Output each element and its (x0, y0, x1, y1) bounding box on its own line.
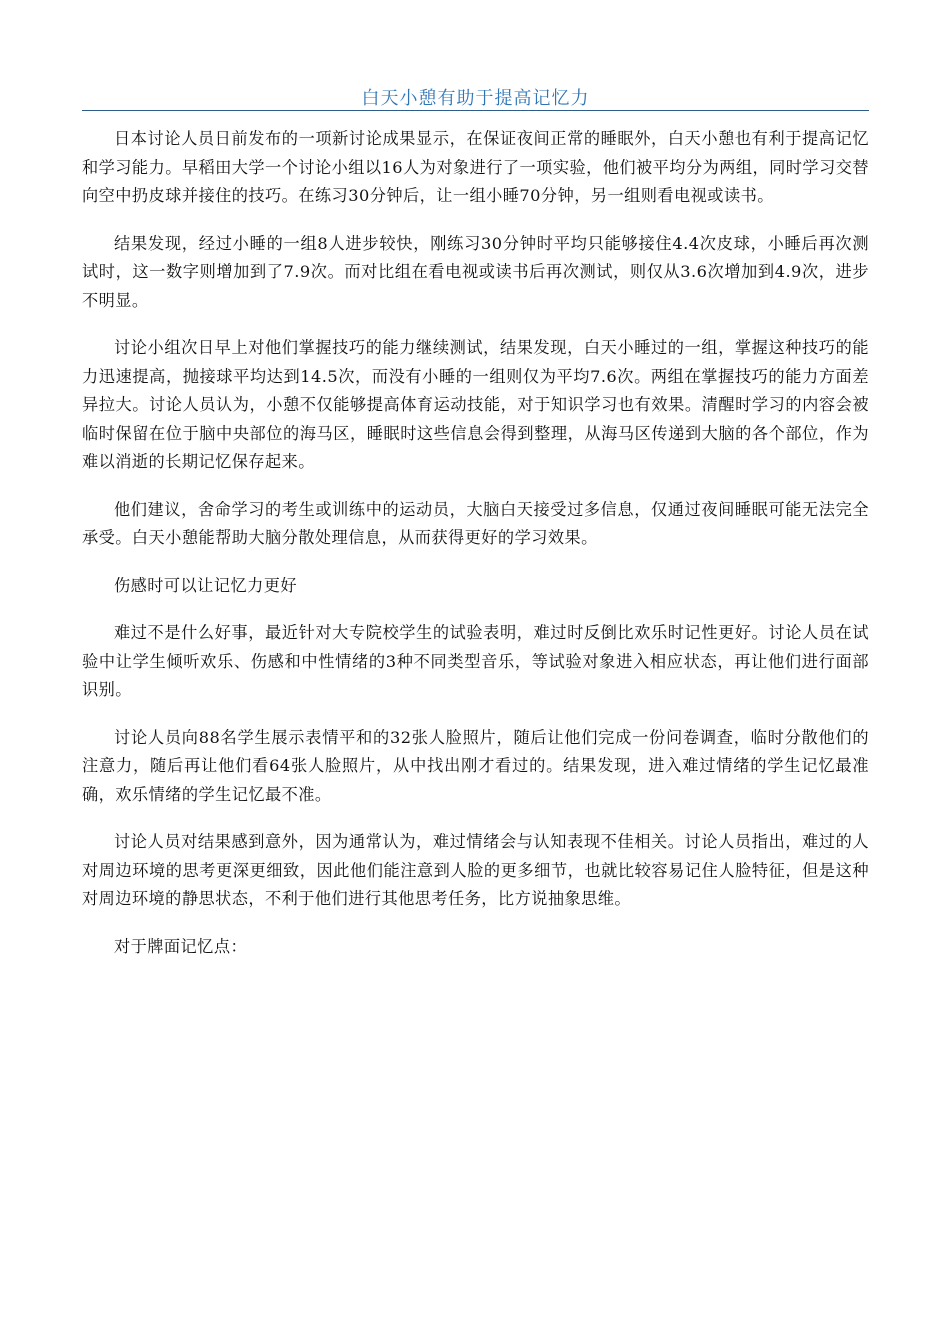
paragraph-sadness-intro: 难过不是什么好事，最近针对大专院校学生的试验表明，难过时反倒比欢乐时记性更好。讨论人员在试验中让学生倾听欢乐、伤感和中性情绪的3种不同类型音乐，等试验对象进入相应状态，再让他们进行面部识别。 (82, 623, 869, 699)
page-header (82, 80, 869, 111)
paragraph-recommendation: 他们建议，舍命学习的考生或训练中的运动员，大脑白天接受过多信息，仅通过夜间睡眠可能无法完全承受。白天小憩能帮助大脑分散处理信息，从而获得更好的学习效果。 (82, 499, 869, 547)
paragraph-card-memory: 对于牌面记忆点： (114, 936, 248, 956)
paragraph-face-experiment: 讨论人员向88名学生展示表情平和的32张人脸照片，随后让他们完成一份问卷调查，临时分散他们的注意力，随后再让他们看64张人脸照片，从中找出刚才看过的。结果发现，进入难过情绪的学生记忆最准确，欢乐情绪的学生记忆最不准。 (82, 727, 869, 804)
paragraph-researcher-comment: 讨论人员对结果感到意外，因为通常认为，难过情绪会与认知表现不佳相关。讨论人员指出，难过的人对周边环境的思考更深更细致，因此他们能注意到人脸的更多细节，也就比较容易记住人脸特征，但是这种对周边环境的静思状态，不利于他们进行其他思考任务，比方说抽象思维。 (82, 832, 869, 908)
document-body (82, 125, 869, 980)
section-heading-sadness-memory: 伤感时可以让记忆力更好 (114, 575, 298, 595)
paragraph-nap-results: 结果发现，经过小睡的一组8人进步较快，刚练习30分钟时平均只能够接住4.4次皮球，小睡后再次测试时，这一数字则增加到了7.9次。而对比组在看电视或读书后再次测试，则仅从3.6次增加到4.9次，进步不明显。 (82, 233, 869, 310)
paragraph-next-day-test: 讨论小组次日早上对他们掌握技巧的能力继续测试，结果发现，白天小睡过的一组，掌握这种技巧的能力迅速提高，抛接球平均达到14.5次，而没有小睡的一组则仅为平均7.6次。两组在掌握技巧的能力方面差异拉大。讨论人员认为，小憩不仅能够提高体育运动技能，对于知识学习也有效果。清醒时学习的内容会被临时保留在位于脑中央部位的海马区，睡眠时这些信息会得到整理，从海马区传递到大脑的各个部位，作为难以消逝的长期记忆保存起来。 (82, 338, 869, 471)
header-title: 白天小憩有助于提高记忆力 (361, 88, 590, 109)
paragraph-nap-study-intro: 日本讨论人员日前发布的一项新讨论成果显示，在保证夜间正常的睡眠外，白天小憩也有利于提高记忆和学习能力。早稻田大学一个讨论小组以16人为对象进行了一项实验，他们被平均分为两组，同时学习交替向空中扔皮球并接住的技巧。在练习30分钟后，让一组小睡70分钟，另一组则看电视或读书。 (82, 129, 869, 205)
